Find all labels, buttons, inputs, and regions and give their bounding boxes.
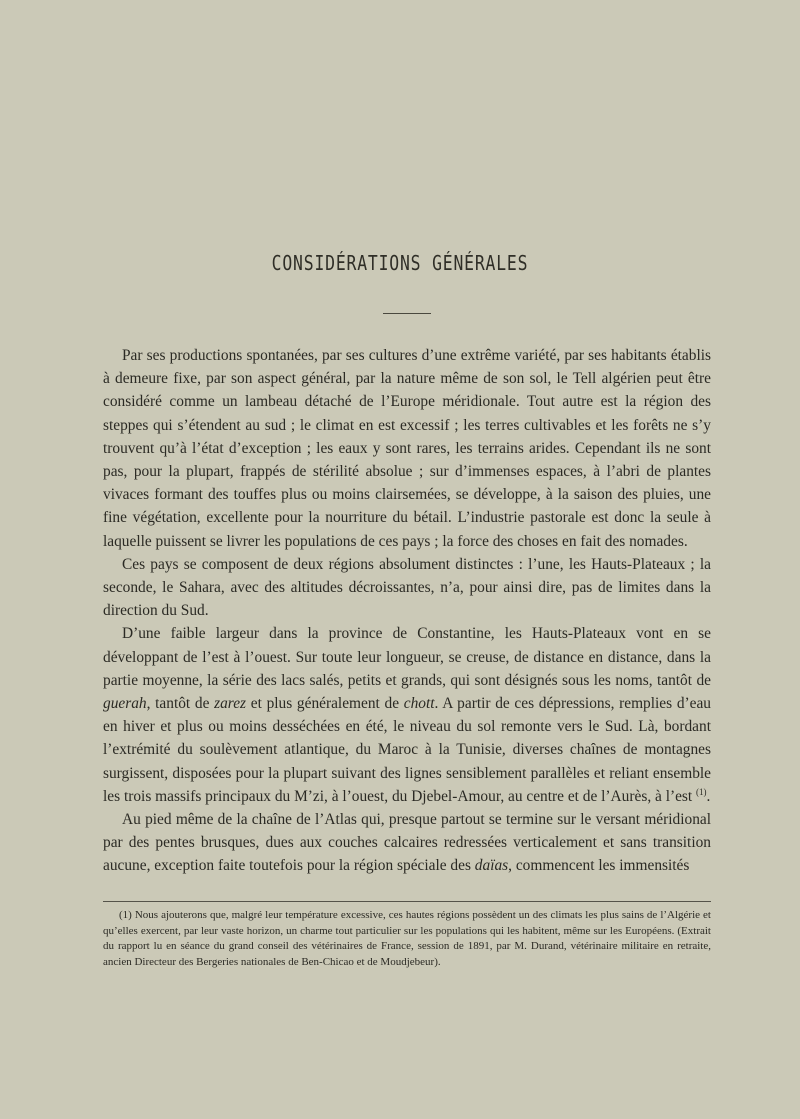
paragraph-text: Par ses productions spontanées, par ses cultures d’une extrême variété, par ses habitants établis à demeure fixe, par son aspect général, par la nature même de son sol, le Tell algérien peut être considéré comme un lambeau détaché de l’Europe méridionale. Tout autre est la région des steppes qui s’étendent au sud ; le climat en est excessif ; les terres cultivables et les forêts ne s’y trouvent qu’à l’état d’exception ; les eaux y sont rares, les terrains arides. Cependant ils ne sont pas, pour la plupart, frappés de stérilité absolue ; sur d’immenses espaces, à l’abri de plantes vivaces formant des touffes plus ou moins clairsemées, se développe, à la saison des pluies, une fine végétation, excellente pour la nourriture du bétail. L’industrie pastorale est donc la seule à laquelle puissent se livrer les populations de ces pays ; la force des choses en fait des nomades. bbox=[103, 347, 711, 550]
title-divider bbox=[383, 313, 431, 314]
body-text bbox=[103, 344, 711, 878]
italic-term: daïas bbox=[474, 857, 509, 875]
footnote-reference[interactable]: (1) bbox=[696, 786, 707, 797]
paragraph-text: . bbox=[706, 787, 711, 805]
footnote: (1) Nous ajouterons que, malgré leur température excessive, ces hautes régions possèdent un des climats les plus sains de l’Algérie et qu’elles exercent, par leur vaste horizon, un charme tout particulier sur les populations qui les habitent, même sur les Européens. (Extrait du rapport lu en séance du grand conseil des vétérinaires de France, session de 1891, par M. Durand, vétérinaire militaire en retraite, ancien Directeur des Bergeries nationales de Ben-Chicao et de Moudjebeur). bbox=[103, 909, 711, 968]
page-title: CONSIDÉRATIONS GÉNÉRALES bbox=[271, 251, 529, 275]
paragraph bbox=[103, 808, 711, 878]
paragraph-text: Au pied même de la chaîne de l’Atlas qui, presque partout se termine sur le versant méridional par des pentes brusques, dues aux couches calcaires redressées verticalement et sans transition aucune, exception faite toutefois pour la région spéciale des bbox=[103, 811, 711, 875]
paragraph-text: D’une faible largeur dans la province de Constantine, les Hauts-Plateaux vont en se développant de l’est à l’ouest. Sur toute leur longueur, se creuse, de distance en distance, dans la partie moyenne, la série des lacs salés, petits et grands, qui sont désignés sous les noms, tantôt de bbox=[103, 625, 711, 689]
paragraph bbox=[103, 622, 711, 808]
italic-term: zarez bbox=[214, 695, 247, 713]
italic-term: chott bbox=[403, 695, 435, 713]
paragraph-text: . A partir de ces dépressions, remplies d’eau en hiver et plus ou moins desséchées en été, le niveau du sol remonte vers le Sud. Là, bordant l’extrémité du soulèvement atlantique, du Maroc à la Tunisie, diverses chaînes de montagnes surgissent, disposées pour la plupart suivant des lignes sensiblement parallèles et reliant ensemble les trois massifs principaux du M’zi, à l’ouest, du Djebel-Amour, au centre et de l’Aurès, à l’est bbox=[103, 695, 711, 805]
paragraph-text: et plus généralement de bbox=[246, 695, 404, 713]
paragraph bbox=[103, 553, 711, 623]
footnote-divider bbox=[103, 901, 711, 902]
italic-term: guerah bbox=[103, 695, 147, 713]
paragraph-text: , tantôt de bbox=[146, 695, 215, 713]
paragraph bbox=[103, 344, 711, 553]
paragraph-text: , commencent les immensités bbox=[508, 857, 690, 875]
paragraph-text: Ces pays se composent de deux régions absolument distinctes : l’une, les Hauts-Plateaux ; la seconde, le Sahara, avec des altitudes décroissantes, n’a, pour ainsi dire, pas de limites dans la direction du Sud. bbox=[103, 555, 711, 620]
